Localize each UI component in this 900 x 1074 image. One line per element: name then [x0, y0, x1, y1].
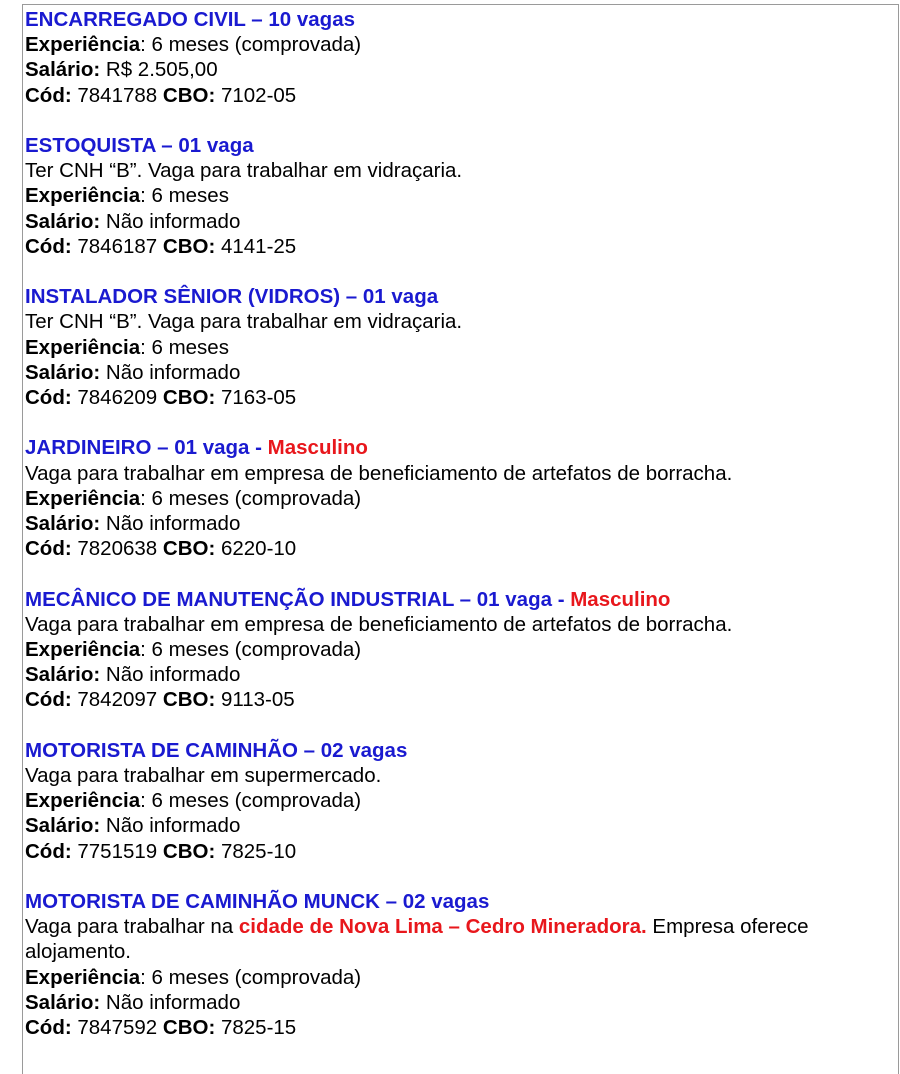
- cod-value: 7820638: [71, 537, 163, 561]
- job-listing: [25, 133, 885, 259]
- job-gender: Masculino: [267, 436, 368, 460]
- job-title: ESTOQUISTA – 01 vaga: [25, 134, 254, 157]
- cbo-value: 7163-05: [215, 386, 297, 410]
- salary-value: Não informado: [100, 990, 241, 1014]
- job-gender: Masculino: [570, 587, 671, 611]
- job-experience: [25, 965, 885, 990]
- job-title-line: [25, 587, 885, 612]
- job-codes: [25, 839, 885, 864]
- cbo-value: 7102-05: [215, 83, 297, 107]
- salary-label: Salário:: [25, 814, 101, 838]
- cod-label: Cód:: [25, 83, 72, 107]
- job-title: JARDINEIRO – 01 vaga -: [25, 436, 268, 460]
- cod-value: 7751519: [71, 839, 163, 863]
- cod-label: Cód:: [25, 1016, 72, 1040]
- description-post: Empresa oferece alojamento.: [25, 915, 809, 964]
- job-codes: [25, 83, 885, 108]
- job-codes: [25, 536, 885, 561]
- cod-label: Cód:: [25, 688, 72, 712]
- experience-value: : 6 meses (comprovada): [140, 789, 362, 813]
- cod-label: Cód:: [25, 537, 72, 561]
- cbo-label: CBO:: [162, 386, 216, 410]
- experience-label: Experiência: [25, 965, 141, 989]
- salary-value: Não informado: [100, 814, 241, 838]
- experience-label: Experiência: [25, 789, 141, 813]
- job-title: ENCARREGADO CIVIL – 10 vagas: [25, 8, 356, 31]
- experience-label: Experiência: [25, 33, 141, 57]
- salary-label: Salário:: [25, 990, 101, 1014]
- cbo-label: CBO:: [162, 537, 216, 561]
- job-listing: [25, 587, 885, 713]
- job-codes: [25, 1015, 885, 1040]
- salary-value: Não informado: [100, 360, 241, 384]
- job-codes: [25, 385, 885, 410]
- cod-label: Cód:: [25, 386, 72, 410]
- job-experience: [25, 486, 885, 511]
- experience-value: : 6 meses (comprovada): [140, 486, 362, 510]
- cbo-label: CBO:: [162, 234, 216, 258]
- job-experience: [25, 637, 885, 662]
- cod-value: 7846187: [71, 234, 163, 258]
- job-description: Vaga para trabalhar em empresa de beneficiamento de artefatos de borracha.: [25, 461, 733, 485]
- description-pre: Vaga para trabalhar na: [25, 915, 239, 939]
- job-experience: [25, 32, 885, 57]
- experience-label: Experiência: [25, 335, 141, 359]
- description-highlight: cidade de Nova Lima – Cedro Mineradora.: [238, 915, 647, 939]
- job-salary: [25, 57, 885, 82]
- job-description: [25, 914, 885, 964]
- cbo-value: 7825-15: [215, 1016, 297, 1040]
- experience-label: Experiência: [25, 638, 141, 662]
- job-experience: [25, 183, 885, 208]
- job-experience: [25, 788, 885, 813]
- job-codes: [25, 234, 885, 259]
- cbo-label: CBO:: [162, 1016, 216, 1040]
- cbo-value: 6220-10: [215, 537, 297, 561]
- cbo-label: CBO:: [162, 839, 216, 863]
- salary-value: Não informado: [100, 663, 241, 687]
- job-salary: [25, 360, 885, 385]
- job-listing: [25, 284, 885, 410]
- job-salary: [25, 511, 885, 536]
- cod-value: 7847592: [71, 1016, 163, 1040]
- salary-label: Salário:: [25, 209, 101, 233]
- cod-label: Cód:: [25, 839, 72, 863]
- cbo-label: CBO:: [162, 688, 216, 712]
- job-title: MOTORISTA DE CAMINHÃO MUNCK – 02 vagas: [25, 890, 490, 914]
- salary-value: Não informado: [100, 209, 241, 233]
- salary-label: Salário:: [25, 663, 101, 687]
- experience-value: : 6 meses: [140, 335, 229, 359]
- experience-label: Experiência: [25, 486, 141, 510]
- job-title-line: [25, 435, 885, 460]
- job-title: MOTORISTA DE CAMINHÃO – 02 vagas: [25, 738, 408, 762]
- job-salary: [25, 990, 885, 1015]
- job-description: Ter CNH “B”. Vaga para trabalhar em vidraçaria.: [25, 159, 463, 183]
- job-title: INSTALADOR SÊNIOR (VIDROS) – 01 vaga: [25, 285, 439, 309]
- experience-label: Experiência: [25, 184, 141, 208]
- cod-value: 7842097: [71, 688, 163, 712]
- job-listing: [25, 738, 885, 864]
- experience-value: : 6 meses (comprovada): [140, 965, 362, 989]
- job-salary: [25, 813, 885, 838]
- job-salary: [25, 662, 885, 687]
- salary-label: Salário:: [25, 360, 101, 384]
- job-listing: [25, 889, 885, 1040]
- job-listing: [25, 435, 885, 561]
- job-description: Ter CNH “B”. Vaga para trabalhar em vidraçaria.: [25, 310, 463, 334]
- cod-value: 7846209: [71, 386, 163, 410]
- job-description: Vaga para trabalhar em supermercado.: [25, 764, 382, 788]
- experience-value: : 6 meses (comprovada): [140, 33, 362, 57]
- job-title: MECÂNICO DE MANUTENÇÃO INDUSTRIAL – 01 vaga -: [25, 587, 571, 611]
- cbo-value: 4141-25: [215, 234, 297, 258]
- salary-label: Salário:: [25, 58, 101, 82]
- experience-value: : 6 meses: [140, 184, 229, 208]
- salary-value: Não informado: [100, 512, 241, 536]
- cod-label: Cód:: [25, 234, 72, 258]
- job-experience: [25, 335, 885, 360]
- job-listing: [25, 7, 885, 108]
- job-codes: [25, 687, 885, 712]
- cbo-value: 7825-10: [215, 839, 297, 863]
- cod-value: 7841788: [71, 83, 163, 107]
- experience-value: : 6 meses (comprovada): [140, 638, 362, 662]
- cbo-value: 9113-05: [215, 688, 295, 712]
- salary-label: Salário:: [25, 512, 101, 536]
- cbo-label: CBO:: [162, 83, 216, 107]
- job-listings: [25, 7, 885, 1065]
- salary-value: R$ 2.505,00: [100, 58, 218, 82]
- job-salary: [25, 209, 885, 234]
- job-description: Vaga para trabalhar em empresa de beneficiamento de artefatos de borracha.: [25, 612, 733, 636]
